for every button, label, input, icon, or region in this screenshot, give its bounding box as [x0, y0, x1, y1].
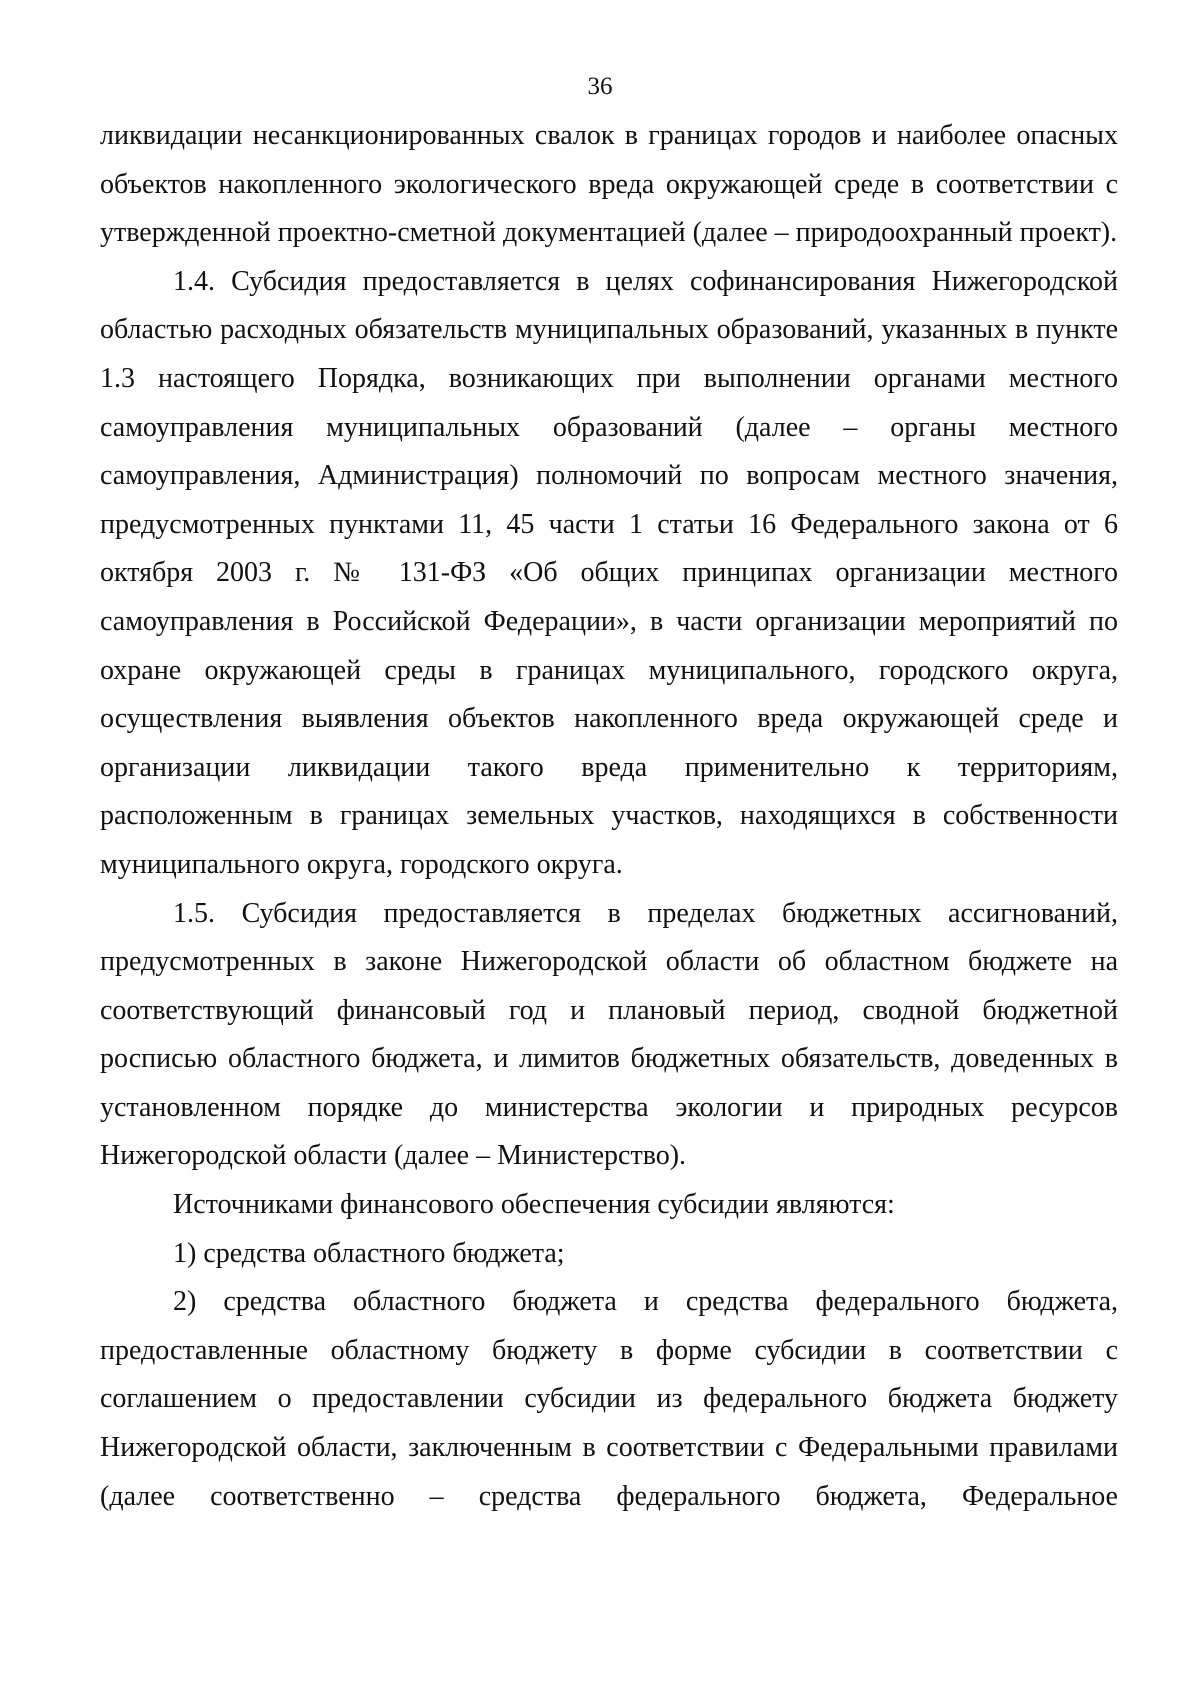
- list-item-1: 1) средства областного бюджета;: [173, 1237, 565, 1269]
- paragraph-1-5: 1.5. Субсидия предоставляется в пределах бюджетных ассигнований, предусмотренных в законе Нижегородской области об областном бюджете на соответствующий финансовый год и плановый период, сводной бюджетной росписью областного бюджета, и лимитов бюджетных обязательств, доведенных в установленном порядке до министерства экологии и природных ресурсов Нижегородской области (далее – Министерство).: [100, 897, 1118, 1172]
- paragraph-continuation: ликвидации несанкционированных свалок в границах городов и наиболее опасных объектов накопленного экологического вреда окружающей среде в соответствии с утвержденной проектно-сметной документацией (далее – природоохранный проект).: [100, 120, 1118, 249]
- page-number: 36: [587, 73, 613, 100]
- paragraph-funding-sources: Источниками финансового обеспечения субсидии являются:: [173, 1189, 895, 1221]
- list-item-2: 2) средства областного бюджета и средства федерального бюджета, предоставленные областному бюджету в форме субсидии в соответствии с соглашением о предоставлении субсидии из федерального бюджета бюджету Нижегородской области, заключенным в соответствии с Федеральными правилами (далее соответственно – средства федерального бюджета, Федеральное: [100, 1286, 1118, 1512]
- paragraph-1-4: 1.4. Субсидия предоставляется в целях софинансирования Нижегородской областью расходных обязательств муниципальных образований, указанных в пункте 1.3 настоящего Порядка, возникающих при выполнении органами местного самоуправления муниципальных образований (далее – органы местного самоуправления, Администрация) полномочий по вопросам местного значения, предусмотренных пунктами 11, 45 части 1 статьи 16 Федерального закона от 6 октября 2003 г. № 131-ФЗ «Об общих принципах организации местного самоуправления в Российской Федерации», в части организации мероприятий по охране окружающей среды в границах муниципального, городского округа, осуществления выявления объектов накопленного вреда окружающей среде и организации ликвидации такого вреда применительно к территориям, расположенным в границах земельных участков, находящихся в собственности муниципального округа, городского округа.: [100, 265, 1118, 880]
- document-body: [100, 112, 1118, 1521]
